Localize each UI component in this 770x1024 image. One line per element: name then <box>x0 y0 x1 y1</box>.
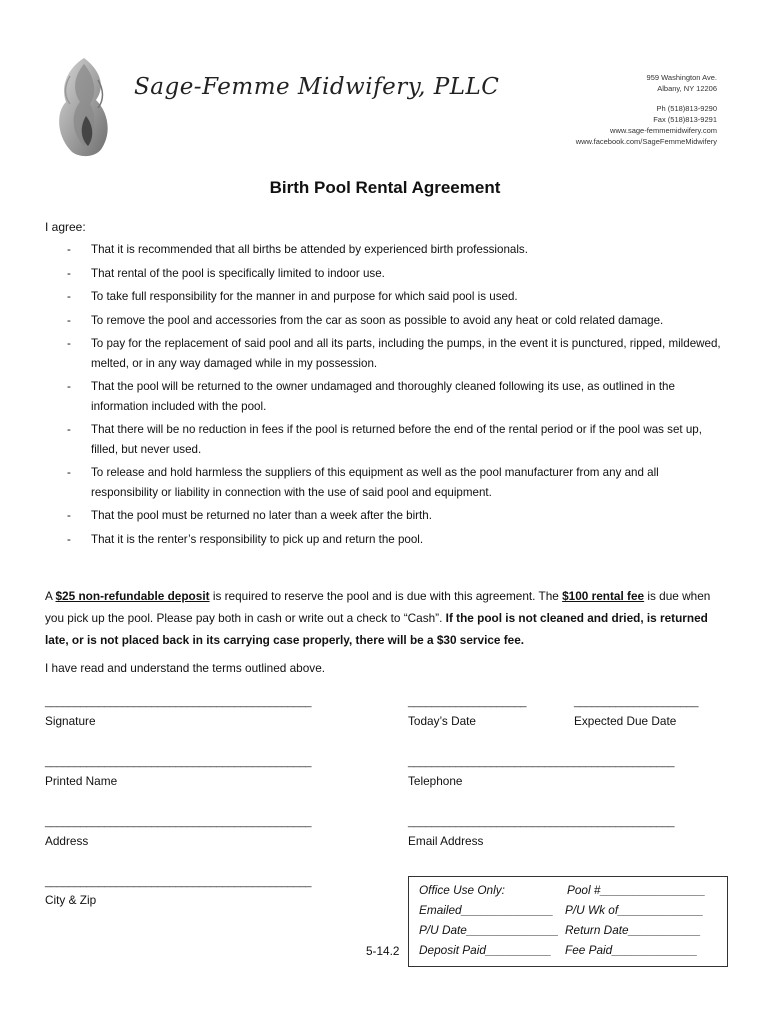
late-fee-warning: If the pool is not cleaned and dried, is returned late, or is not placed back in its carrying case properly, there will be a $30 service fee. <box>45 611 708 647</box>
return-date-field[interactable]: Return Date___________ <box>565 923 701 937</box>
pu-date-field[interactable]: P/U Date______________ <box>419 923 559 937</box>
pu-week-field[interactable]: P/U Wk of_____________ <box>565 903 704 917</box>
facebook-link[interactable]: www.facebook.com/SageFemmeMidwifery <box>575 137 717 146</box>
term-item: - To take full responsibility for the manner in and purpose for which said pool is used. <box>67 290 518 303</box>
fee-paragraph: A $25 non-refundable deposit is required to reserve the pool and is due with this agreement. The $100 rental fee is due when you pick up the pool. Please pay both in cash or write out a check to “Cash”. If the pool is not cleaned and dried, is returned late, or is not placed back in its carrying case properly, there will be a $30 service fee. <box>45 589 711 647</box>
todays-date-label: Today’s Date <box>408 714 476 728</box>
deposit-amount: $25 non-refundable deposit <box>55 589 210 603</box>
printed-name-line[interactable]: _____________________________________________ <box>45 756 312 768</box>
todays-date-line[interactable]: ____________________ <box>408 696 527 708</box>
logo-wordmark: Sage-Femme Midwifery, PLLC <box>134 74 500 100</box>
fee-paid-field[interactable]: Fee Paid_____________ <box>565 943 698 957</box>
contact-block <box>576 72 717 147</box>
phone-number: Ph (518)813-9290 <box>656 104 717 113</box>
term-item: - To release and hold harmless the suppliers of this equipment as well as the pool manufacturer from any and all responsibility or liability in connection with the use of said pool and equipment. <box>67 466 659 499</box>
telephone-line[interactable]: _____________________________________________ <box>408 756 675 768</box>
website-link[interactable]: www.sage-femmemidwifery.com <box>610 126 717 135</box>
term-item: - That the pool must be returned no later than a week after the birth. <box>67 509 432 522</box>
printed-name-label: Printed Name <box>45 774 118 788</box>
office-use-box <box>408 876 728 967</box>
term-item: - That it is the renter’s responsibility to pick up and return the pool. <box>67 532 424 546</box>
term-item: - To remove the pool and accessories from the car as soon as possible to avoid any heat or cold related damage. <box>67 313 664 327</box>
address-line[interactable]: _____________________________________________ <box>45 816 312 828</box>
city-zip-line[interactable]: _____________________________________________ <box>45 876 312 888</box>
address-line-2: Albany, NY 12206 <box>657 84 717 93</box>
intro-text: I agree: <box>45 220 86 234</box>
address-label: Address <box>45 834 89 848</box>
city-zip-label: City & Zip <box>45 893 97 907</box>
rental-fee-amount: $100 rental fee <box>562 589 645 603</box>
deposit-paid-field[interactable]: Deposit Paid__________ <box>419 943 552 957</box>
email-label: Email Address <box>408 834 484 848</box>
terms-list <box>67 240 727 553</box>
acknowledgement-text: I have read and understand the terms outlined above. <box>45 661 326 675</box>
fax-number: Fax (518)813-9291 <box>653 115 717 124</box>
pool-number-field[interactable]: Pool #________________ <box>567 883 706 897</box>
signature-line[interactable]: _____________________________________________ <box>45 696 312 708</box>
emailed-field[interactable]: Emailed______________ <box>419 903 554 917</box>
term-item: - That rental of the pool is specifically limited to indoor use. <box>67 266 385 280</box>
office-use-heading: Office Use Only: <box>419 883 505 897</box>
due-date-line[interactable]: _____________________ <box>574 696 699 708</box>
signature-label: Signature <box>45 714 96 728</box>
term-item: - To pay for the replacement of said pool and all its parts, including the pumps, in the event it is punctured, ripped, mildewed, melted, or in any way damaged while in my possession. <box>67 337 721 370</box>
email-line[interactable]: _____________________________________________ <box>408 816 675 828</box>
term-item: - That it is recommended that all births be attended by experienced birth professionals. <box>67 243 528 256</box>
form-version: 5-14.2 <box>366 944 400 958</box>
due-date-label: Expected Due Date <box>574 714 677 728</box>
telephone-label: Telephone <box>408 774 463 788</box>
term-item: - That there will be no reduction in fees if the pool is returned before the end of the rental period or if the pool was set up, filled, but never used. <box>67 423 702 456</box>
logo-flame-illustration <box>50 56 116 158</box>
term-item: - That the pool will be returned to the owner undamaged and thoroughly cleaned following its use, as outlined in the information included with the pool. <box>67 380 675 413</box>
address-line-1: 959 Washington Ave. <box>646 73 717 82</box>
page-title: Birth Pool Rental Agreement <box>269 178 501 197</box>
